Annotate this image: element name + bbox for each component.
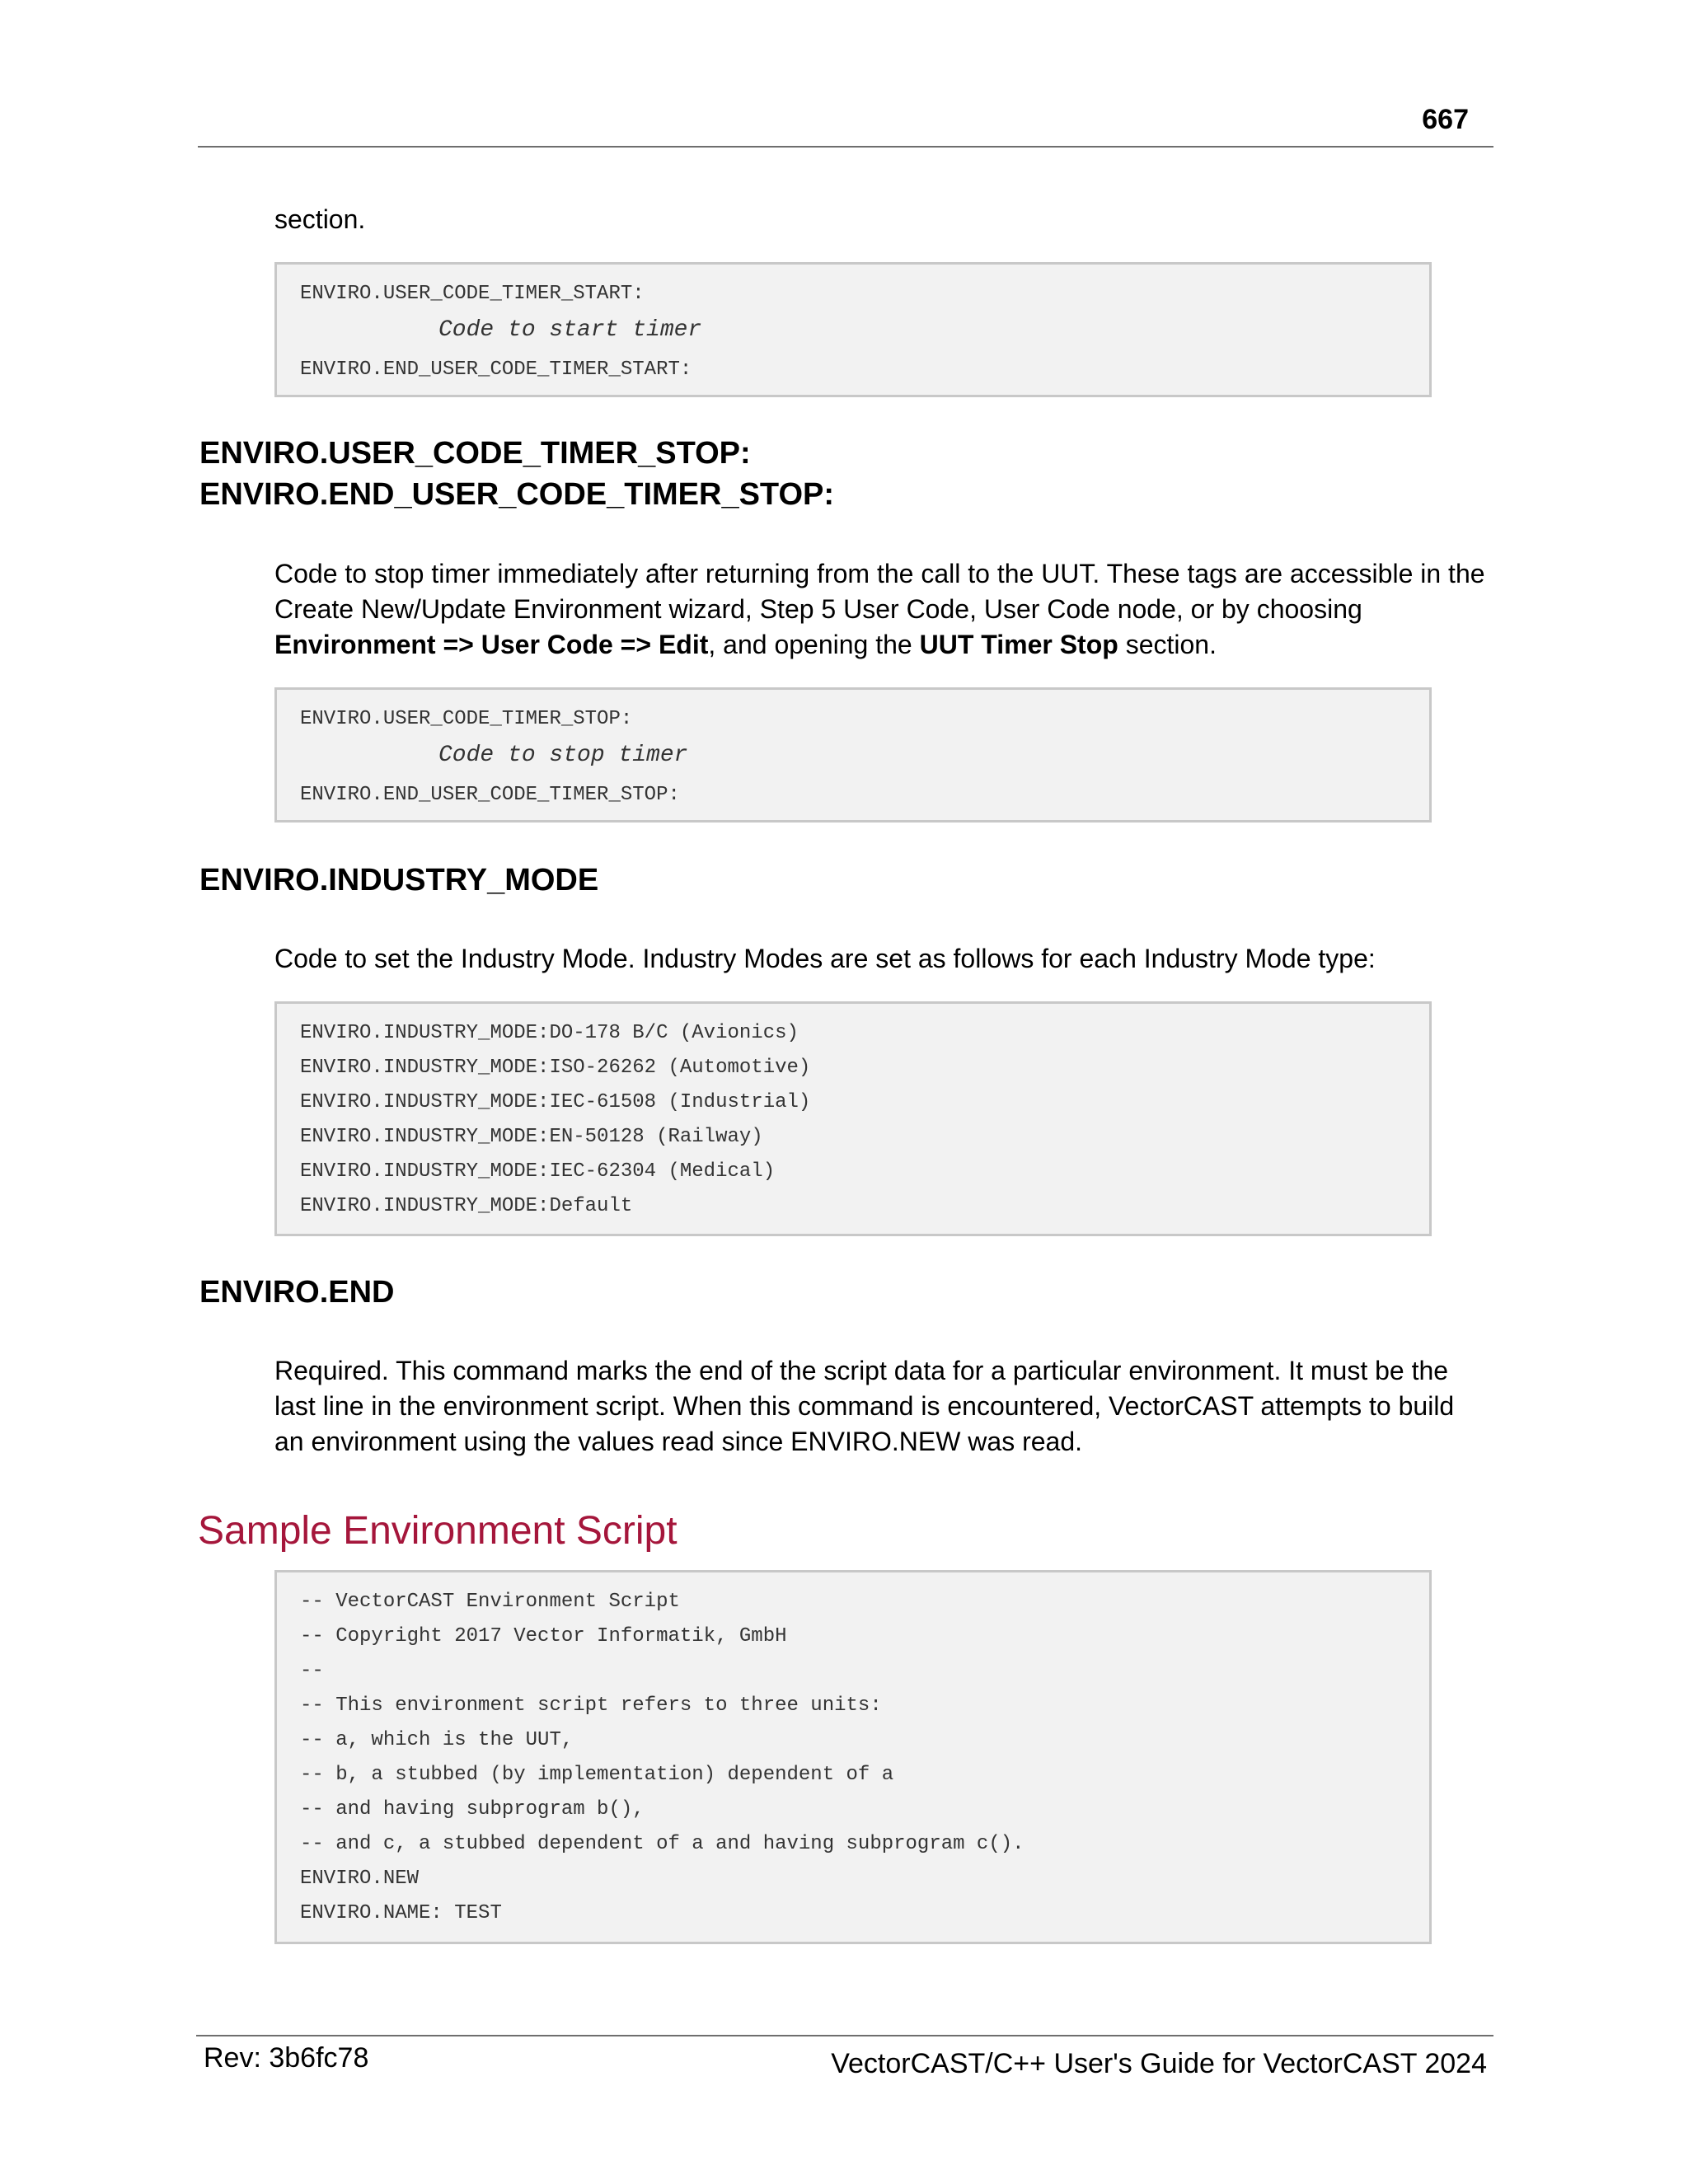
- timer-stop-heading: [199, 433, 834, 515]
- code-line-comment: Code to start timer: [438, 317, 702, 343]
- sample-script-code-block: [274, 1570, 1432, 1944]
- enviro-end-description: Required. This command marks the end of the script data for a particular environment. It must be the last line in the environment script. When this command is encountered, VectorCAST attempts to build an environment using the values read since ENVIRO.NEW was read.: [274, 1356, 1455, 1456]
- code-line: -- a, which is the UUT,: [300, 1729, 574, 1751]
- heading-line: ENVIRO.END_USER_CODE_TIMER_STOP:: [199, 477, 835, 512]
- heading-line: ENVIRO.USER_CODE_TIMER_STOP:: [199, 436, 751, 471]
- code-line: ENVIRO.NEW: [300, 1868, 420, 1890]
- code-line: ENVIRO.INDUSTRY_MODE:DO-178 B/C (Avionics): [300, 1022, 799, 1044]
- code-line: ENVIRO.INDUSTRY_MODE:IEC-62304 (Medical): [300, 1160, 776, 1183]
- code-line: -- Copyright 2017 Vector Informatik, GmbH: [300, 1625, 787, 1647]
- industry-mode-description: Code to set the Industry Mode. Industry Modes are set as follows for each Industry Mode type:: [274, 944, 1376, 973]
- timer-stop-description: [274, 556, 1486, 663]
- code-line-comment: Code to stop timer: [438, 743, 688, 768]
- revision-label: Rev: 3b6fc78: [204, 2042, 369, 2074]
- code-line: ENVIRO.USER_CODE_TIMER_START:: [300, 283, 645, 305]
- timer-stop-code-block: [274, 687, 1432, 823]
- industry-mode-heading: ENVIRO.INDUSTRY_MODE: [199, 863, 599, 898]
- code-line: --: [300, 1660, 324, 1682]
- code-line: ENVIRO.USER_CODE_TIMER_STOP:: [300, 708, 633, 730]
- footer-divider: [196, 2035, 1493, 2036]
- menu-path: Environment => User Code => Edit: [274, 630, 709, 659]
- timer-start-code-block: [274, 262, 1432, 397]
- enviro-end-heading: ENVIRO.END: [199, 1275, 395, 1310]
- header-divider: [198, 146, 1493, 148]
- code-line: -- VectorCAST Environment Script: [300, 1591, 680, 1613]
- industry-mode-code-block: [274, 1001, 1432, 1236]
- code-line: -- b, a stubbed (by implementation) dependent of a: [300, 1764, 894, 1786]
- code-line: ENVIRO.INDUSTRY_MODE:Default: [300, 1195, 633, 1217]
- code-line: ENVIRO.INDUSTRY_MODE:EN-50128 (Railway): [300, 1126, 763, 1148]
- code-line: -- and c, a stubbed dependent of a and having subprogram c().: [300, 1833, 1025, 1855]
- code-line: ENVIRO.END_USER_CODE_TIMER_START:: [300, 359, 692, 381]
- code-line: -- and having subprogram b(),: [300, 1798, 645, 1821]
- code-line: ENVIRO.INDUSTRY_MODE:IEC-61508 (Industrial): [300, 1091, 811, 1113]
- desc-text: Code to stop timer immediately after returning from the call to the UUT. These tags are accessible in the Create New/Update Environment wizard, Step 5 User Code, User Code node, or by choosing: [274, 559, 1485, 624]
- desc-text: section.: [1118, 630, 1217, 659]
- code-line: ENVIRO.END_USER_CODE_TIMER_STOP:: [300, 784, 680, 806]
- section-name: UUT Timer Stop: [919, 630, 1118, 659]
- code-line: ENVIRO.NAME: TEST: [300, 1902, 502, 1924]
- intro-text: section.: [274, 204, 366, 234]
- desc-text: , and opening the: [708, 630, 920, 659]
- page-number: 667: [1422, 104, 1469, 135]
- document-title: VectorCAST/C++ User's Guide for VectorCAST 2024: [831, 2048, 1487, 2079]
- code-line: ENVIRO.INDUSTRY_MODE:ISO-26262 (Automotive): [300, 1057, 811, 1079]
- sample-script-heading: Sample Environment Script: [198, 1509, 678, 1553]
- code-line: -- This environment script refers to three units:: [300, 1694, 882, 1717]
